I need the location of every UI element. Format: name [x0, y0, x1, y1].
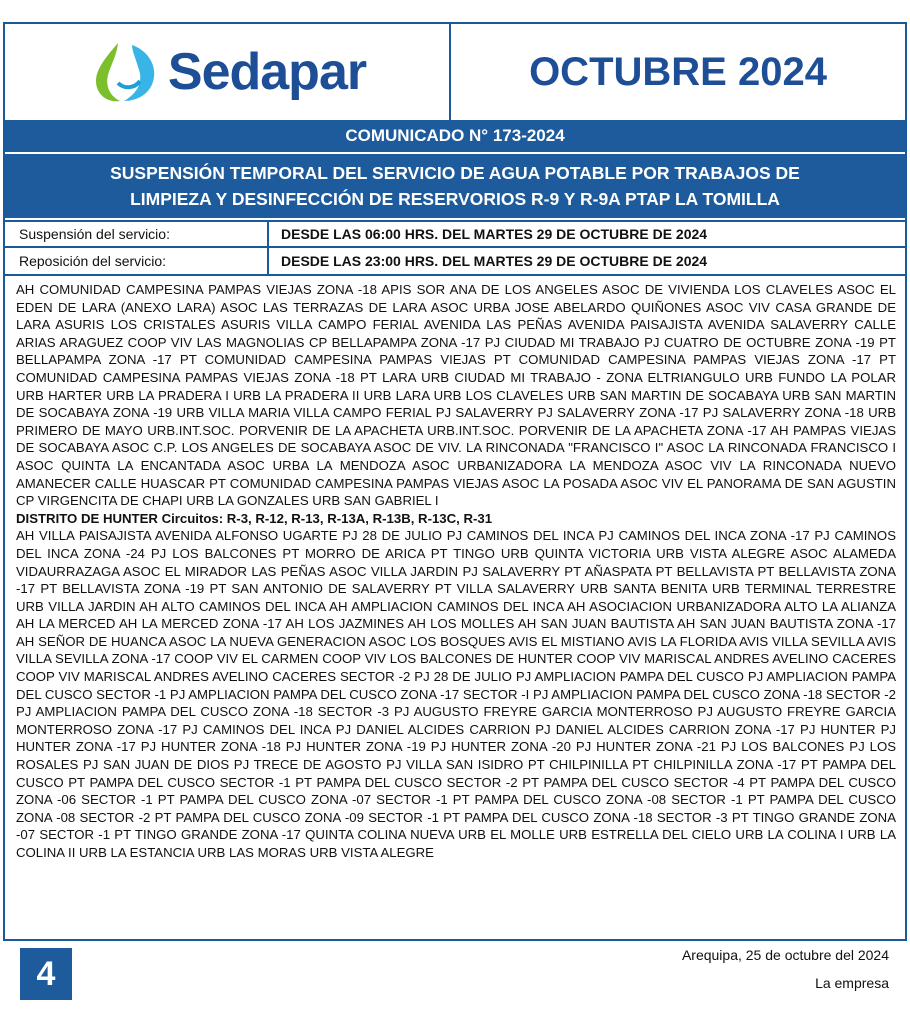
district-heading [16, 510, 896, 528]
suspension-row [5, 220, 905, 248]
issue-date: Arequipa, 25 de octubre del 2024 [681, 947, 889, 963]
page-number: 4 [20, 948, 72, 1000]
notice-title [5, 154, 905, 218]
water-drop-icon [88, 39, 162, 105]
suspension-label: Suspensión del servicio: [5, 222, 269, 246]
month-cell [451, 24, 905, 120]
affected-areas [16, 281, 896, 862]
month-title: OCTUBRE 2024 [529, 49, 827, 94]
header [5, 24, 905, 120]
reposicion-label: Reposición del servicio: [5, 248, 269, 274]
reposicion-row [5, 248, 905, 276]
reposicion-value: DESDE LAS 23:00 HRS. DEL MARTES 29 DE OCTUBRE DE 2024 [281, 253, 708, 269]
district-circuits: Circuitos: R-3, R-12, R-13, R-13A, R-13B, R-13C, R-31 [161, 510, 493, 526]
notice-title-line2: LIMPIEZA Y DESINFECCIÓN DE RESERVORIOS R-9 Y R-9A PTAP LA TOMILLA [130, 189, 780, 209]
areas-list-1: AH COMUNIDAD CAMPESINA PAMPAS VIEJAS ZONA -18 APIS SOR ANA DE LOS ANGELES ASOC DE VIVIENDA LOS CLAVELES ASOC EL EDEN DE LARA (ANEXO LARA) ASOC LAS TERRAZAS DE LARA ASOC URBA JOSE ABELARDO QUIÑONES ASOC VIV CASA GRANDE DE LARA ASURIS LOS CRISTALES ASURIS VILLA CAMPO FERIAL AVENIDA LAS PEÑAS AVENIDA PAISAJISTA AVENIDA SALAVERRY CALLE ARIAS ARAGUEZ COOP VIV LAS MAGNOLIAS CP BELLAPAMPA ZONA -17 PJ CIUDAD MI TRABAJO PJ CUATRO DE OCTUBRE ZONA -19 PT BELLAPAMPA ZONA -17 PT COMUNIDAD CAMPESINA PAMPAS VIEJAS PT COMUNIDAD CAMPESINA PAMPAS VIEJAS ZONA -17 PT COMUNIDAD CAMPESINA PAMPAS VIEJAS ZONA -18 PT LARA URB CIUDAD MI TRABAJO - ZONA ELTRIANGULO URB FUNDO LA POLAR URB HARTER URB LA PRADERA I URB LA PRADERA II URB LARA URB LOS CLAVELES URB SAN MARTIN DE SOCABAYA URB SAN MARTIN DE SOCABAYA ZONA -19 URB VILLA MARIA VILLA CAMPO FERIAL PJ SALAVERRY PJ SALAVERRY ZONA -17 PJ SALAVERRY ZONA -18 URB PRIMERO DE MAYO URB.INT.SOC. PORVENIR DE LA APACHETA URB.INT.SOC. PORVENIR DE LA APACHETA ZONA -17 AH PAMPAS VIEJAS DE SOCABAYA ASOC C.P. LOS ANGELES DE SOCABAYA ASOC DE VIV. LA RINCONADA "FRANCISCO I" ASOC LA RINCONADA FRANCISCO I ASOC QUINTA LA ENCANTADA ASOC URBA LA MENDOZA ASOC URBANIZADORA LA MENDOZA ASOC VIV LA RINCONADA NUEVO AMANECER CALLE HUASCAR PT COMUNIDAD CAMPESINA PAMPAS VIEJAS ASOC LA POSADA ASOC VIV EL PANORAMA DE SAN AGUSTIN CP VIRGENCITA DE CHAPI URB LA GONZALES URB SAN GABRIEL I [16, 282, 896, 509]
brand-name: Sedapar [167, 43, 367, 101]
sedapar-logo [88, 39, 366, 105]
areas-list-2: AH VILLA PAISAJISTA AVENIDA ALFONSO UGARTE PJ 28 DE JULIO PJ CAMINOS DEL INCA PJ CAMINOS DEL INCA ZONA -17 PJ CAMINOS DEL INCA ZONA -24 PJ LOS BALCONES PT MORRO DE ARICA PT TINGO URB QUINTA VICTORIA URB VISTA ALEGRE ASOC ALAMEDA VIDAURRAZAGA ASOC EL MIRADOR LAS PEÑAS ASOC VILLA JARDIN PJ SALAVERRY PT AÑASPATA PT BELLAVISTA PT BELLAVISTA ZONA -17 PT BELLAVISTA ZONA -19 PT SAN ANTONIO DE SALAVERRY PT VILLA SALAVERRY URB SANTA BENITA URB TERMINAL TERRESTRE URB VILLA JARDIN AH ALTO CAMINOS DEL INCA AH AMPLIACION CAMINOS DEL INCA AH ASOCIACION URBANIZADORA ALTO LA ALIANZA AH LA MERCED AH LA MERCED ZONA -17 AH LOS JAZMINES AH LOS MOLLES AH SAN JUAN BAUTISTA AH SAN JUAN BAUTISTA ZONA -17 AH SEÑOR DE HUANCA ASOC LA NUEVA GENERACION ASOC LOS BOSQUES AVIS EL MISTIANO AVIS LA FLORIDA AVIS VILLA SEVILLA AVIS VILLA SEVILLA ZONA -17 COOP VIV EL CARMEN COOP VIV LOS BALCONES DE HUNTER COOP VIV MARISCAL ANDRES AVELINO CACERES COOP VIV MARISCAL ANDRES AVELINO CACERES SECTOR -2 PJ 28 DE JULIO PJ AMPLIACION PAMPA DEL CUSCO PJ AMPLIACION PAMPA DEL CUSCO SECTOR -1 PJ AMPLIACION PAMPA DEL CUSCO ZONA -17 SECTOR -I PJ AMPLIACION PAMPA DEL CUSCO ZONA -18 SECTOR -2 PJ AMPLIACION PAMPA DEL CUSCO ZONA -18 SECTOR -3 PJ AUGUSTO FREYRE GARCIA MONTERROSO PJ AUGUSTO FREYRE GARCIA MONTERROSO ZONA -17 PJ CAMINOS DEL INCA PJ DANIEL ALCIDES CARRION PJ DANIEL ALCIDES CARRION ZONA -17 PJ HUNTER PJ HUNTER ZONA -17 PJ HUNTER ZONA -18 PJ HUNTER ZONA -19 PJ HUNTER ZONA -20 PJ HUNTER ZONA -21 PJ LOS BALCONES PJ LOS ROSALES PJ SAN JUAN DE DIOS PJ TRECE DE AGOSTO PJ VILLA SAN ISIDRO PT CHILPINILLA PT CHILPINILLA ZONA -17 PT PAMPA DEL CUSCO PT PAMPA DEL CUSCO SECTOR -1 PT PAMPA DEL CUSCO SECTOR -2 PT PAMPA DEL CUSCO SECTOR -4 PT PAMPA DEL CUSCO ZONA -06 SECTOR -1 PT PAMPA DEL CUSCO ZONA -07 SECTOR -1 PT PAMPA DEL CUSCO ZONA -08 SECTOR -1 PT PAMPA DEL CUSCO ZONA -08 SECTOR -2 PT PAMPA DEL CUSCO ZONA -09 SECTOR -1 PT PAMPA DEL CUSCO ZONA -18 SECTOR -3 PT TINGO GRANDE ZONA -07 SECTOR -1 PT TINGO GRANDE ZONA -17 QUINTA COLINA NUEVA URB EL MOLLE URB ESTRELLA DEL CIELO URB LA COLINA I URB LA COLINA II URB LA ESTANCIA URB LAS MORAS URB VISTA ALEGRE [16, 528, 896, 860]
logo-cell [5, 24, 451, 120]
signature: La empresa [815, 975, 889, 991]
suspension-value: DESDE LAS 06:00 HRS. DEL MARTES 29 DE OCTUBRE DE 2024 [281, 226, 708, 242]
notice-title-line1: SUSPENSIÓN TEMPORAL DEL SERVICIO DE AGUA POTABLE POR TRABAJOS DE [110, 163, 800, 183]
comunicado-number: COMUNICADO N° 173-2024 [5, 120, 905, 154]
district-name: DISTRITO DE HUNTER [16, 510, 158, 526]
